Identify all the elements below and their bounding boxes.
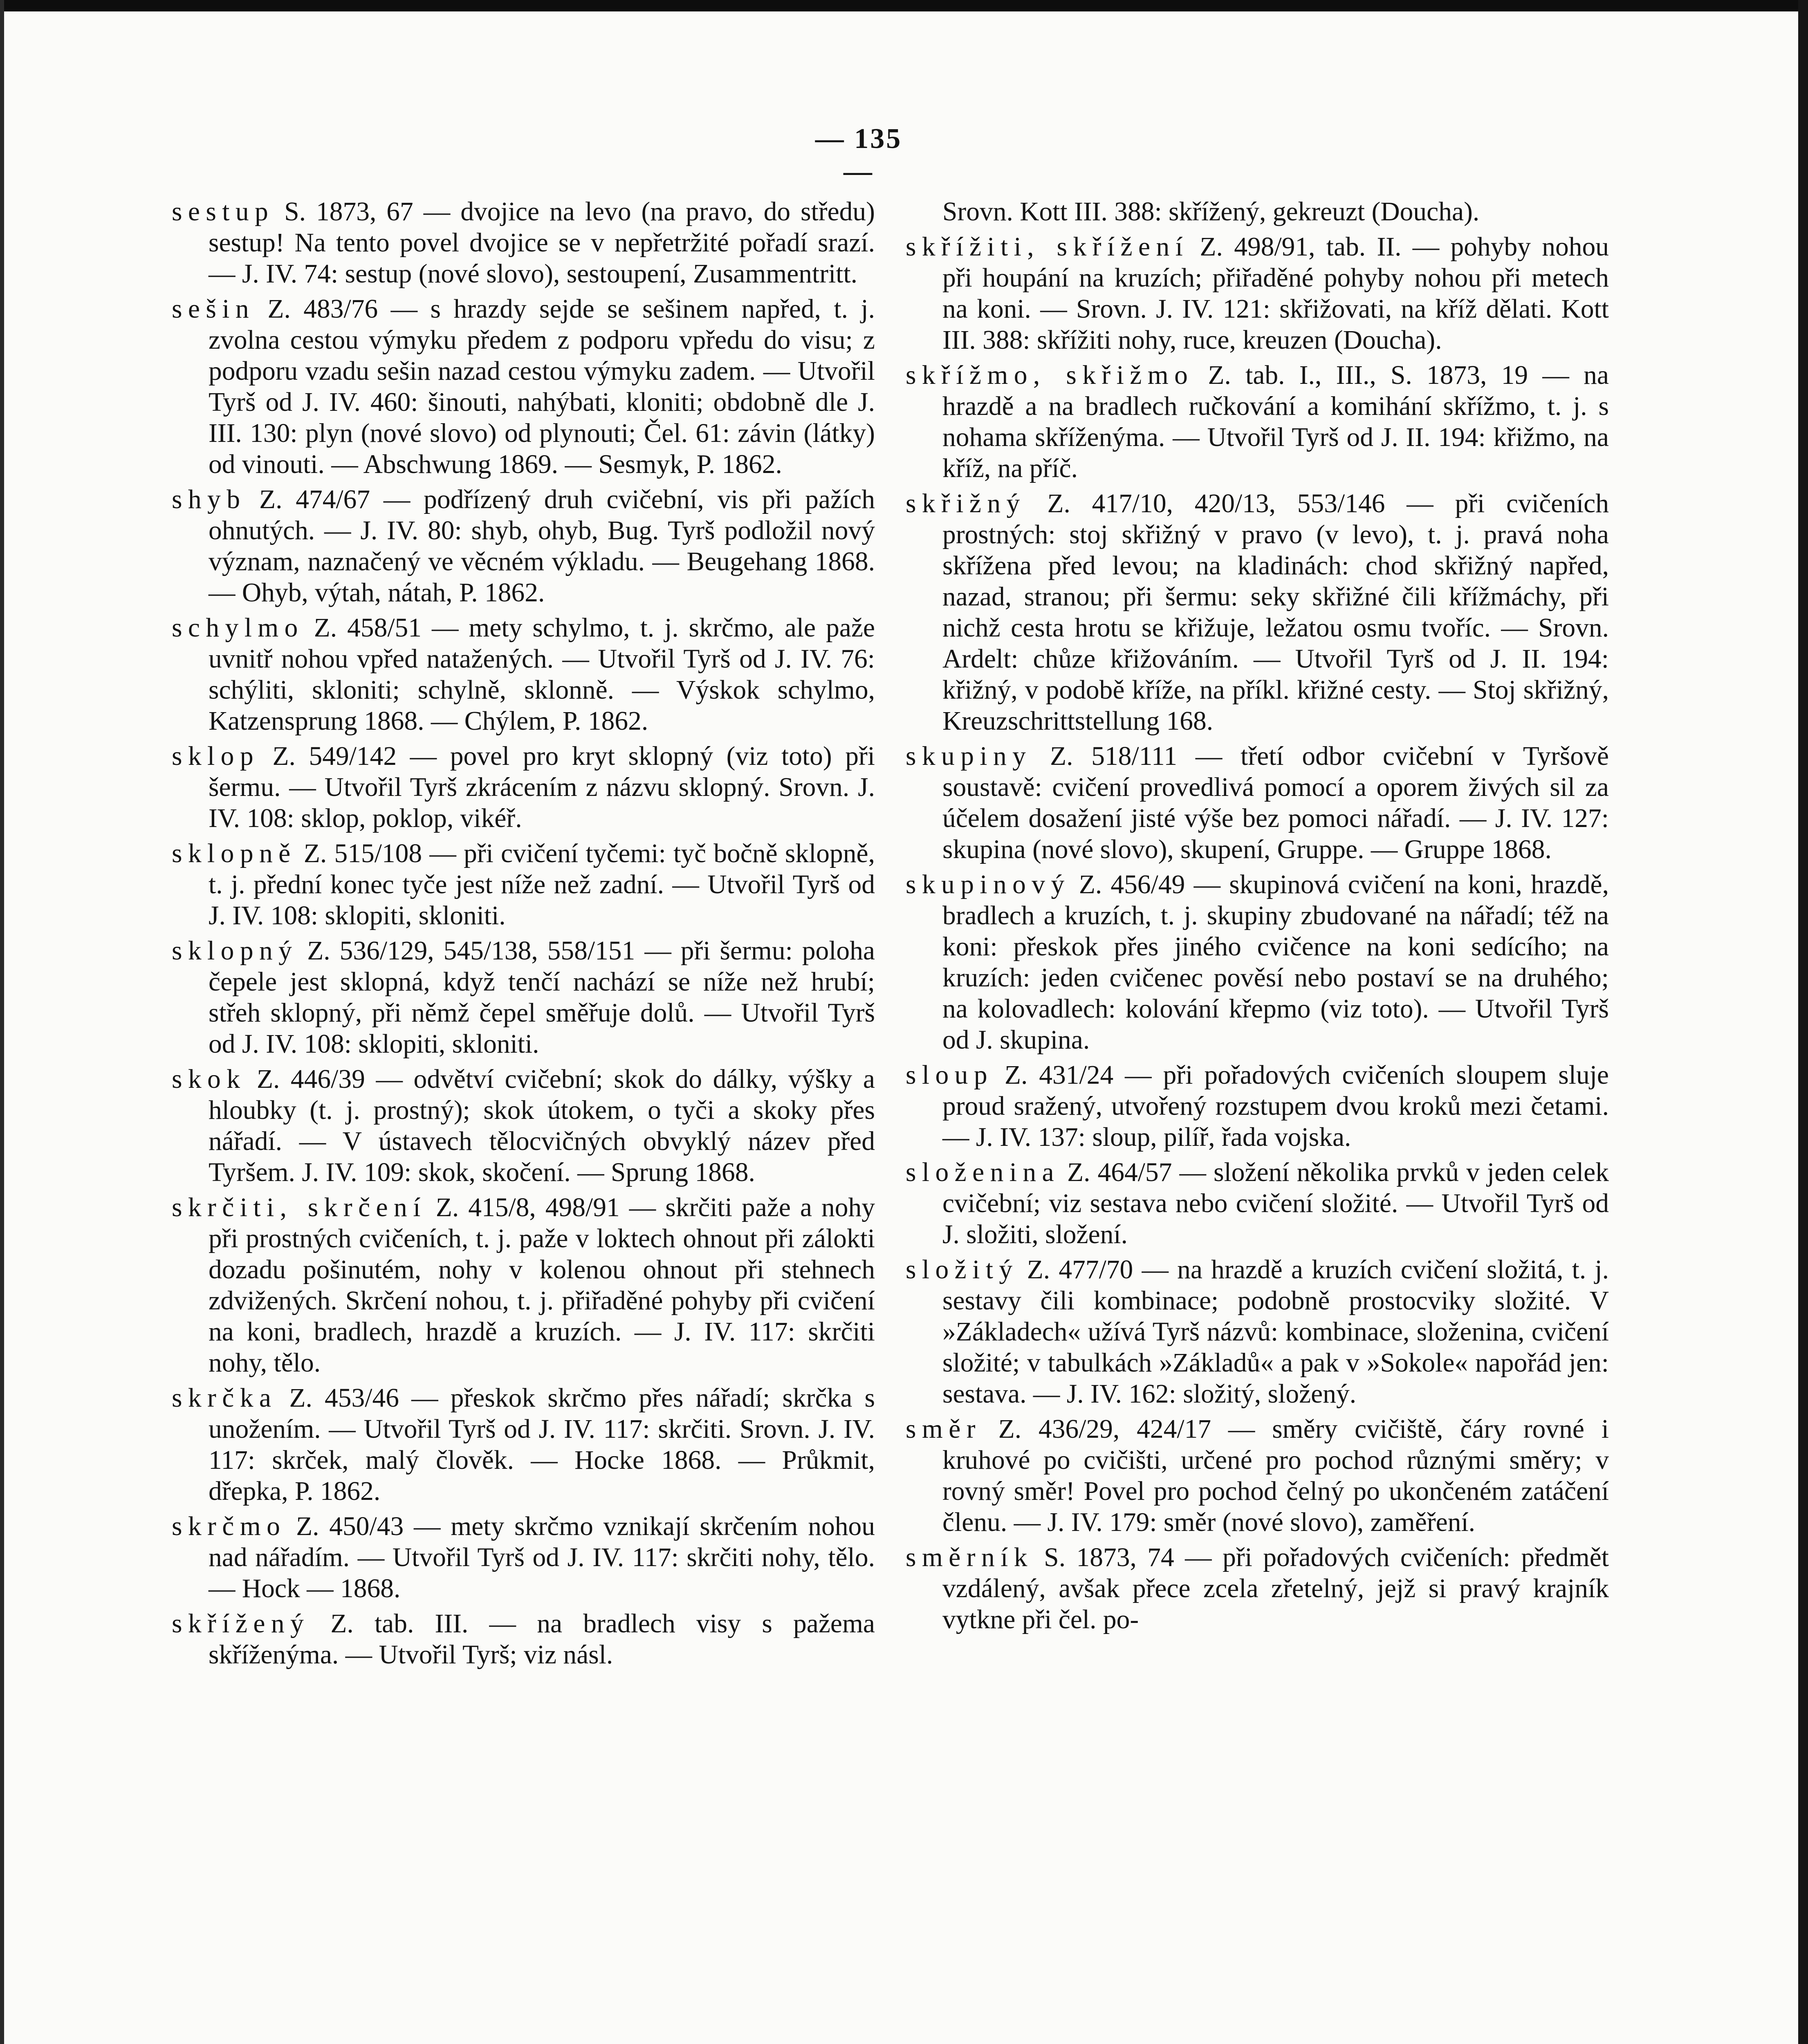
scan-border-left — [0, 0, 4, 2044]
entry-headword: směrník — [906, 1543, 1033, 1572]
entry-headword: sešin — [172, 294, 255, 324]
entry-text: Z. 431/24 — při pořadových cvičeních sloupem sluje proud sražený, utvořený rozstupem dvou kroků mezi četami. — J. IV. 137: sloup, pilíř, řada vojska. — [942, 1060, 1609, 1152]
dictionary-entry — [172, 1511, 875, 1604]
entry-text: Z. 536/129, 545/138, 558/151 — při šermu: poloha čepele jest sklopná, když tenčí nachází se níže než hrubí; střeh sklopný, při němž čepel směřuje dolů. — Utvořil Tyrš od J. IV. 108: sklopiti, skloniti. — [209, 936, 875, 1059]
entry-headword: směr — [906, 1414, 981, 1444]
entry-text: Z. 549/142 — povel pro kryt sklopný (viz toto) při šermu. — Utvořil Tyrš zkrácením z názvu sklopný. Srovn. J. IV. 108: sklop, poklop, vikéř. — [209, 742, 875, 833]
entry-text: Z. 474/67 — podřízený druh cvičební, vis při pažích ohnutých. — J. IV. 80: shyb, ohyb, Bug. Tyrš podložil nový význam, naznačený ve věcném výkladu. — Beugehang 1868. — Ohyb, výtah, nátah, P. 1862. — [209, 485, 875, 607]
dictionary-entry — [172, 484, 875, 608]
entry-headword: shyb — [172, 485, 246, 514]
dictionary-entry — [906, 869, 1609, 1056]
dictionary-entry — [172, 1064, 875, 1188]
entry-headword: sklopný — [172, 936, 298, 966]
entry-text: Z. 453/46 — přeskok skrčmo přes nářadí; skrčka s unožením. — Utvořil Tyrš od J. IV. 117: skrčiti. Srovn. J. IV. 117: skrček, malý člověk. — Hocke 1868. — Průkmit, dřepka, P. 1862. — [209, 1383, 875, 1506]
entry-text: Z. 446/39 — odvětví cvičební; skok do dálky, výšky a hloubky (t. j. prostný); skok útokem, o tyči a skoky přes nářadí. — V ústavech tělocvičných obvyklý název před Tyršem. J. IV. 109: skok, skočení. — Sprung 1868. — [209, 1065, 875, 1187]
right-column — [906, 196, 1609, 1639]
entry-headword: skok — [172, 1065, 246, 1094]
entry-headword: sloup — [906, 1060, 993, 1090]
entry-text: Z. 483/76 — s hrazdy sejde se sešinem napřed, t. j. zvolna cestou výmyku předem z podporu vpředu do visu; z podporu vzadu sešin nazad cestou výmyku zadem. — Utvořil Tyrš od J. IV. 460: šinouti, nahýbati, kloniti; obdobně dle J. III. 130: plyn (nové slovo) od plynouti; Čel. 61: závin (látky) od vinouti. — Abschwung 1869. — Sesmyk, P. 1862. — [209, 294, 875, 479]
entry-headword: složitý — [906, 1255, 1018, 1284]
dictionary-entry — [172, 1383, 875, 1507]
dictionary-entry — [172, 1192, 875, 1378]
dictionary-entry — [906, 1060, 1609, 1153]
dictionary-entry — [906, 488, 1609, 737]
dictionary-entry — [906, 1157, 1609, 1250]
entry-headword: skřížený — [172, 1609, 310, 1638]
left-column — [172, 196, 875, 1674]
entry-headword: schylmo — [172, 613, 304, 643]
entry-text: S. 1873, 67 — dvojice na levo (na pravo, do středu) sestup! Na tento povel dvojice se v nepřetržité pořadí srazí. — J. IV. 74: sestup (nové slovo), sestoupení, Zusammentritt. — [209, 197, 875, 289]
entry-headword: skřižný — [906, 489, 1026, 518]
entry-headword: sklop — [172, 742, 259, 771]
entry-headword: skřížmo, skřižmo — [906, 361, 1194, 390]
entry-headword: sestup — [172, 197, 274, 226]
entry-text: Z. tab. I., III., S. 1873, 19 — na hrazdě a na bradlech ručkování a komihání skřížmo, t. j. s nohama skříženýma. — Utvořil Tyrš od J. II. 194: křižmo, na kříž, na příč. — [942, 361, 1609, 483]
entry-headword: skupiny — [906, 742, 1032, 771]
dictionary-entry — [172, 741, 875, 834]
entry-text: Z. 456/49 — skupinová cvičení na koni, hrazdě, bradlech a kruzích, t. j. skupiny zbudované na nářadí; též na koni: přeskok přes jiného cvičence na koni sedícího; na kruzích: jeden cvičenec pověsí nebo postaví se na druhého; na kolovadlech: kolování křepmo (viz toto). — Utvořil Tyrš od J. skupina. — [942, 870, 1609, 1055]
dictionary-entry — [906, 360, 1609, 484]
dictionary-entry — [906, 741, 1609, 865]
entry-text: Z. 450/43 — mety skrčmo vznikají skrčením nohou nad nářadím. — Utvořil Tyrš od J. IV. 117: skrčiti nohy, tělo. — Hock — 1868. — [209, 1512, 875, 1603]
entry-text: Z. 464/57 — složení několika prvků v jeden celek cvičební; viz sestava nebo cvičení složité. — Utvořil Tyrš od J. složiti, složení. — [942, 1158, 1609, 1249]
entry-headword: složenina — [906, 1158, 1060, 1187]
dictionary-entry — [906, 1254, 1609, 1410]
entry-text: Z. 415/8, 498/91 — skrčiti paže a nohy při prostných cvičeních, t. j. paže v loktech ohnout při zálokti dozadu pošinutém, nohy v kolenou ohnout při stehnech zdvižených. Skrčení nohou, t. j. přiřaděné pohyby při cvičení na koni, bradlech, hrazdě a kruzích. — J. IV. 117: skrčiti nohy, tělo. — [209, 1193, 875, 1378]
entry-text: Z. 417/10, 420/13, 553/146 — při cvičeních prostných: stoj skřižný v pravo (v levo), t. j. pravá noha skřížena před levou; na kladinách: chod skřižný napřed, nazad, stranou; při šermu: seky skřižné čili křížmáchy, při nichž cesta hrotu se křižuje, ležatou osmu tvoříc. — Srovn. Ardelt: chůze křižováním. — Utvořil Tyrš od J. II. 194: křižný, v podobě kříže, na příkl. křižné cesty. — Stoj skřižný, Kreuzschrittstellung 168. — [942, 489, 1609, 736]
scan-border-top — [0, 0, 1808, 11]
entry-text: Z. 498/91, tab. II. — pohyby nohou při houpání na kruzích; přiřaděné pohyby nohou při metech na koni. — Srovn. J. IV. 121: skřižovati, na kříž dělati. Kott III. 388: skřížiti nohy, ruce, kreuzen (Doucha). — [942, 232, 1609, 355]
entry-headword: skrčiti, skrčení — [172, 1193, 426, 1222]
entry-headword: skrčka — [172, 1383, 277, 1413]
dictionary-entry — [906, 1542, 1609, 1635]
entry-headword: skřížiti, skřížení — [906, 232, 1189, 262]
dictionary-entry — [906, 1414, 1609, 1538]
dictionary-entry — [172, 838, 875, 931]
dictionary-entry — [172, 1608, 875, 1670]
entry-headword: skrčmo — [172, 1512, 286, 1541]
page-number: — 135 — — [815, 123, 902, 187]
entry-text: Z. 436/29, 424/17 — směry cvičiště, čáry rovné i kruhové po cvičišti, určené pro pochod různými směry; v rovný směr! Povel pro pochod čelný po ukončeném zatáčení členu. — J. IV. 179: směr (nové slovo), zaměření. — [942, 1414, 1609, 1537]
dictionary-entry — [172, 196, 875, 289]
entry-headword: skupinový — [906, 870, 1070, 899]
entry-text: Z. tab. III. — na bradlech visy s pažema skříženýma. — Utvořil Tyrš; viz násl. — [209, 1609, 875, 1670]
entry-text: S. 1873, 74 — při pořadových cvičeních: předmět vzdálený, avšak přece zcela zřetelný, jejž si pravý krajník vytkne při čel. po- — [942, 1543, 1609, 1634]
dictionary-entry — [172, 612, 875, 737]
dictionary-entry — [906, 231, 1609, 356]
dictionary-entry — [172, 294, 875, 480]
entry-text: Z. 458/51 — mety schylmo, t. j. skrčmo, ale paže uvnitř nohou vpřed natažených. — Utvořil Tyrš od J. IV. 76: schýliti, skloniti; schylně, sklonně. — Výskok schylmo, Katzensprung 1868. — Chýlem, P. 1862. — [209, 613, 875, 736]
entry-text: Z. 477/70 — na hrazdě a kruzích cvičení složitá, t. j. sestavy čili kombinace; podobně prostocviky složité. V »Základech« užívá Tyrš názvů: kombinace, složenina, cvičení složité; v tabulkách »Základů« a pak v »Sokole« napořád jen: sestava. — J. IV. 162: složitý, složený. — [942, 1255, 1609, 1409]
entry-text: Z. 515/108 — při cvičení tyčemi: tyč bočně sklopně, t. j. přední konec tyče jest níže než zadní. — Utvořil Tyrš od J. IV. 108: sklopiti, skloniti. — [209, 839, 875, 930]
scan-border-right — [1798, 0, 1808, 2044]
entry-headword: sklopně — [172, 839, 296, 868]
dictionary-entry — [172, 935, 875, 1060]
entry-text: Z. 518/111 — třetí odbor cvičební v Tyršově soustavě: cvičení provedlivá pomocí a oporem živých sil za účelem dosažení jisté výše bez pomoci nářadí. — J. IV. 127: skupina (nové slovo), skupení, Gruppe. — Gruppe 1868. — [942, 742, 1609, 864]
entry-continuation: Srovn. Kott III. 388: skřížený, gekreuzt (Doucha). — [942, 197, 1480, 226]
